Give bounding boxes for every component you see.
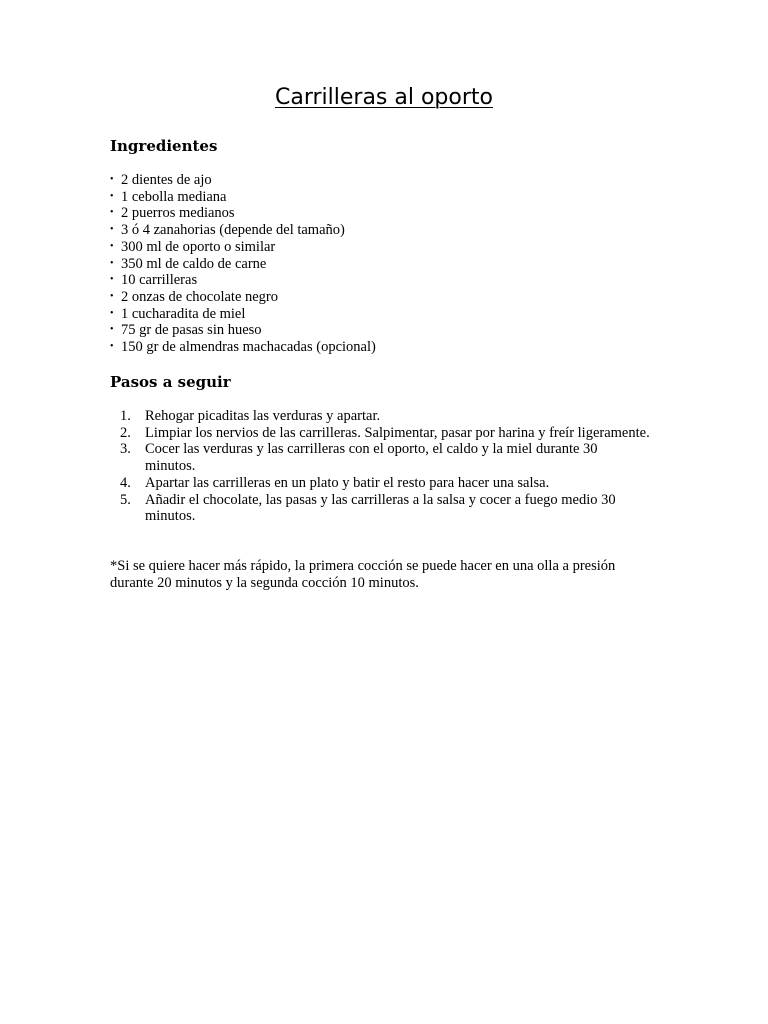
ingredient-text: 2 onzas de chocolate negro — [121, 288, 279, 305]
ingredient-text: 300 ml de oporto o similar — [121, 238, 276, 255]
ingredient-text: 150 gr de almendras machacadas (opcional) — [121, 339, 376, 356]
bullet-icon: • — [110, 324, 114, 336]
ingredient-item — [110, 322, 376, 339]
step-number: 5. — [120, 491, 131, 508]
ingredient-item — [110, 189, 376, 206]
ingredient-item — [110, 306, 376, 323]
bullet-icon: • — [110, 290, 114, 302]
step-number: 3. — [120, 441, 131, 458]
step-number: 1. — [120, 408, 131, 424]
step-number: 2. — [120, 424, 131, 441]
bullet-icon: • — [110, 224, 114, 236]
bullet-icon: • — [110, 341, 114, 353]
step-text: Apartar las carrilleras en un plato y batir el resto para hacer una salsa. — [145, 474, 550, 491]
ingredient-item — [110, 339, 376, 356]
step-number: 4. — [120, 474, 131, 491]
bullet-icon: • — [110, 190, 114, 202]
step-text: Limpiar los nervios de las carrilleras. Salpimentar, pasar por harina y freír ligeramente. — [145, 424, 650, 441]
ingredient-item — [110, 239, 376, 256]
step-item — [110, 425, 650, 442]
step-item — [110, 408, 650, 425]
ingredients-heading: Ingredientes — [110, 137, 218, 155]
step-text: Añadir el chocolate, las pasas y las carrilleras a la salsa y cocer a fuego medio 30 minutos. — [145, 491, 616, 525]
footnote: *Si se quiere hacer más rápido, la primera cocción se puede hacer en una olla a presión durante 20 minutos y la segunda cocción 10 minutos. — [110, 558, 616, 591]
ingredient-text: 1 cebolla mediana — [121, 188, 227, 205]
step-item — [110, 475, 650, 492]
ingredient-text: 350 ml de caldo de carne — [121, 255, 267, 272]
step-text: Rehogar picaditas las verduras y apartar. — [145, 408, 381, 424]
step-item — [110, 492, 650, 525]
ingredient-item — [110, 172, 376, 189]
bullet-icon: • — [110, 257, 114, 269]
step-text: Cocer las verduras y las carrilleras con el oporto, el caldo y la miel durante 30 minutos. — [145, 441, 598, 475]
ingredient-text: 3 ó 4 zanahorias (depende del tamaño) — [121, 222, 345, 239]
ingredients-list — [110, 172, 376, 356]
steps-heading: Pasos a seguir — [110, 373, 231, 391]
ingredient-text: 10 carrilleras — [121, 272, 198, 289]
bullet-icon: • — [110, 174, 114, 185]
ingredient-text: 75 gr de pasas sin hueso — [121, 322, 262, 339]
step-item — [110, 441, 650, 474]
ingredient-text: 2 dientes de ajo — [121, 172, 212, 188]
ingredient-text: 2 puerros medianos — [121, 205, 235, 222]
bullet-icon: • — [110, 207, 114, 219]
ingredient-item — [110, 256, 376, 273]
bullet-icon: • — [110, 240, 114, 252]
bullet-icon: • — [110, 307, 114, 319]
steps-list — [110, 408, 650, 525]
ingredient-text: 1 cucharadita de miel — [121, 305, 246, 322]
ingredient-item — [110, 222, 376, 239]
bullet-icon: • — [110, 274, 114, 286]
document-title: Carrilleras al oporto — [274, 85, 493, 110]
ingredient-item — [110, 272, 376, 289]
ingredient-item — [110, 205, 376, 222]
ingredient-item — [110, 289, 376, 306]
